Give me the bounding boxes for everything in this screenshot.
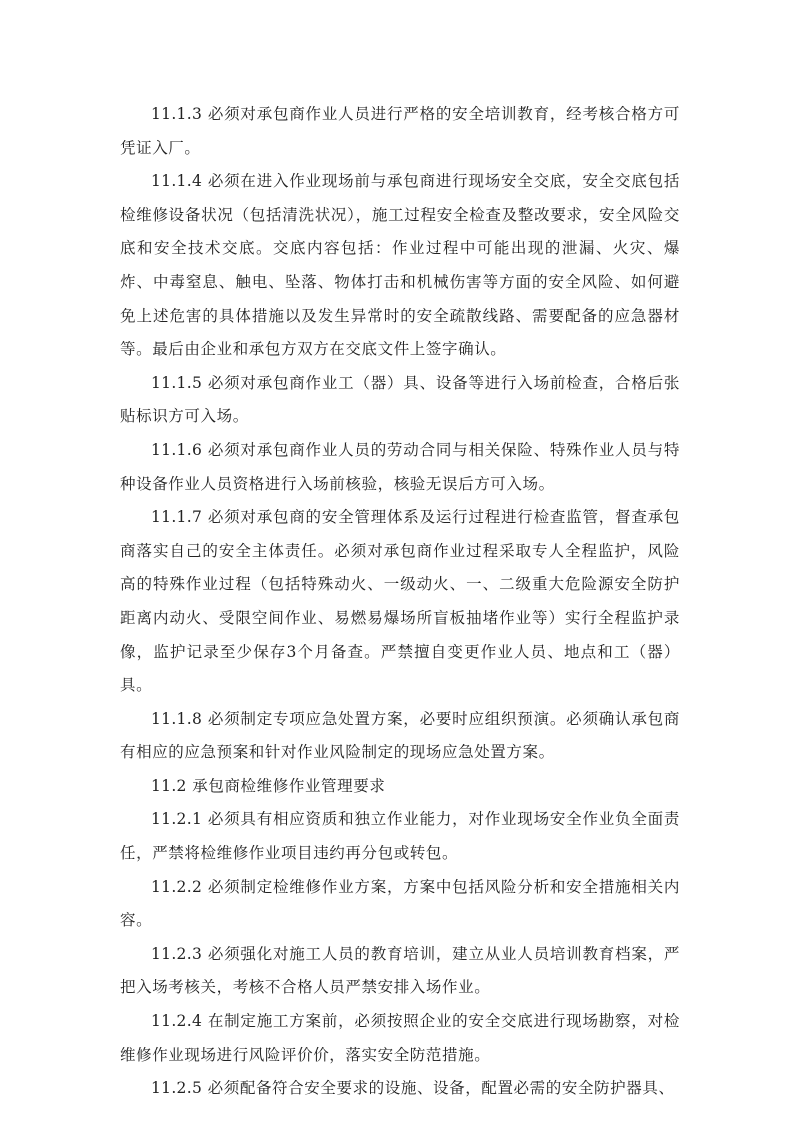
paragraph-11-1-3 (120, 98, 680, 165)
clause-number: 11.1.4 (151, 172, 203, 191)
clause-text: 必须配备符合安全要求的设施、设备，配置必需的安全防护器具、 (207, 1079, 675, 1098)
paragraph-11-1-5 (120, 367, 680, 434)
paragraph-11-2-3 (120, 938, 680, 1005)
section-title: 承包商检维修作业管理要求 (192, 776, 386, 795)
clause-number: 11.2.4 (151, 1012, 203, 1031)
clause-text: 必须对承包商的安全管理体系及运行过程进行检查监管，督查承包商落实自己的安全主体责任。必须对承包商作业过程采取专人全程监护，风险高的特殊作业过程（包括特殊动火、一级动火、一、二级重大危险源安全防护距离内动火、受限空间作业、易燃易爆场所盲板抽堵作业等）实行全程监护录像，监护记录至少保存3个月备查。严禁擅自变更作业人员、地点和工（器）具。 (120, 508, 680, 695)
clause-text: 必须在进入作业现场前与承包商进行现场安全交底，安全交底包括检维修设备状况（包括清洗状况），施工过程安全检查及整改要求，安全风险交底和安全技术交底。交底内容包括：作业过程中可能出现的泄漏、火灾、爆炸、中毒窒息、触电、坠落、物体打击和机械伤害等方面的安全风险、如何避免上述危害的具体措施以及发生异常时的安全疏散线路、需要配备的应急器材等。最后由企业和承包方双方在交底文件上签字确认。 (120, 172, 680, 359)
clause-text: 必须对承包商作业人员进行严格的安全培训教育，经考核合格方可凭证入厂。 (120, 105, 680, 157)
clause-text: 必须对承包商作业人员的劳动合同与相关保险、特殊作业人员与特种设备作业人员资格进行入场前核验，核验无误后方可入场。 (120, 440, 680, 493)
clause-number: 11.2.2 (151, 877, 203, 896)
clause-number: 11.2.5 (151, 1079, 203, 1098)
clause-text: 必须制定检维修作业方案，方案中包括风险分析和安全措施相关内容。 (120, 877, 680, 930)
paragraph-11-2-2 (120, 871, 680, 938)
clause-number: 11.1.6 (151, 440, 203, 459)
paragraph-11-1-6 (120, 434, 680, 501)
document-body (120, 98, 680, 1106)
clause-number: 11.2.1 (151, 810, 203, 829)
clause-number: 11.1.5 (151, 373, 203, 392)
clause-text: 必须对承包商作业工（器）具、设备等进行入场前检查，合格后张贴标识方可入场。 (120, 373, 680, 426)
clause-text: 必须制定专项应急处置方案，必要时应组织预演。必须确认承包商有相应的应急预案和针对作业风险制定的现场应急处置方案。 (120, 709, 680, 762)
clause-number: 11.1.3 (151, 105, 203, 123)
clause-number: 11.1.7 (151, 508, 203, 527)
clause-number: 11.1.8 (151, 709, 203, 728)
paragraph-11-2-4 (120, 1005, 680, 1072)
paragraph-11-2-5 (120, 1072, 680, 1106)
paragraph-11-2-1 (120, 803, 680, 870)
clause-text: 必须具有相应资质和独立作业能力，对作业现场安全作业负全面责任，严禁将检维修作业项目违约再分包或转包。 (120, 810, 680, 863)
paragraph-11-1-8 (120, 703, 680, 770)
clause-text: 必须强化对施工人员的教育培训，建立从业人员培训教育档案，严把入场考核关，考核不合格人员严禁安排入场作业。 (120, 944, 680, 997)
section-heading-11-2 (120, 770, 680, 804)
clause-number: 11.2.3 (151, 944, 203, 963)
paragraph-11-1-4 (120, 165, 680, 367)
paragraph-11-1-7 (120, 501, 680, 703)
clause-text: 在制定施工方案前，必须按照企业的安全交底进行现场勘察，对检维修作业现场进行风险评价价，落实安全防范措施。 (120, 1012, 680, 1064)
section-number: 11.2 (151, 776, 187, 795)
